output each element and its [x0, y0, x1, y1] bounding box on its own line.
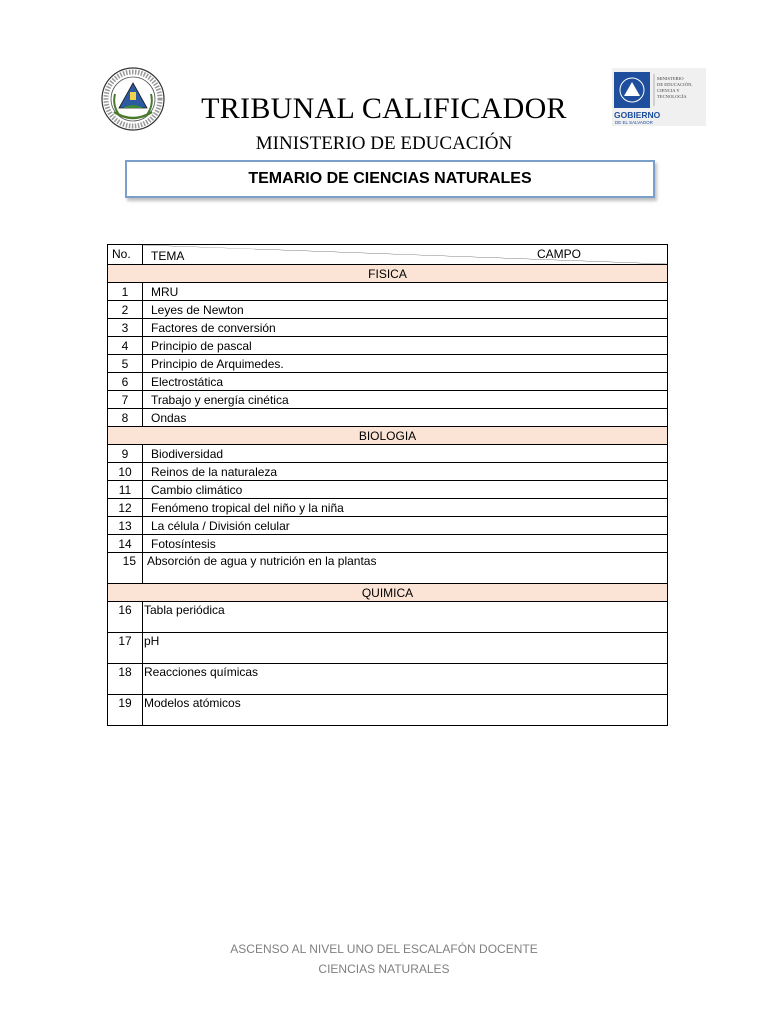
- section-title: QUIMICA: [108, 584, 668, 602]
- row-number: 11: [108, 481, 143, 499]
- topics-table: [107, 244, 668, 726]
- row-topic: Modelos atómicos: [143, 695, 668, 726]
- row-number: 3: [108, 319, 143, 337]
- table-row: [108, 517, 668, 535]
- header-no: No.: [108, 245, 143, 265]
- footer-line-2: CIENCIAS NATURALES: [318, 962, 450, 976]
- svg-text:CIENCIA Y: CIENCIA Y: [657, 88, 680, 93]
- table-row: [108, 481, 668, 499]
- row-topic: Leyes de Newton: [143, 301, 668, 319]
- row-topic: La célula / División celular: [143, 517, 668, 535]
- table-row: [108, 535, 668, 553]
- table-row: [108, 373, 668, 391]
- table-row: [108, 391, 668, 409]
- section-row: [108, 265, 668, 283]
- banner-text: TEMARIO DE CIENCIAS NATURALES: [248, 170, 532, 187]
- diagonal-divider: [143, 245, 667, 264]
- row-topic: pH: [143, 633, 668, 664]
- svg-text:GOBIERNO: GOBIERNO: [614, 110, 661, 120]
- table-row: [108, 463, 668, 481]
- row-topic: Ondas: [143, 409, 668, 427]
- row-topic: Reacciones químicas: [143, 664, 668, 695]
- row-number: 15: [108, 553, 143, 584]
- row-number: 16: [108, 602, 143, 633]
- row-topic: Fotosíntesis: [143, 535, 668, 553]
- row-number: 7: [108, 391, 143, 409]
- row-topic: Trabajo y energía cinética: [143, 391, 668, 409]
- table-row: [108, 409, 668, 427]
- row-number: 17: [108, 633, 143, 664]
- section-title: BIOLOGIA: [108, 427, 668, 445]
- row-number: 18: [108, 664, 143, 695]
- table-header-row: [108, 245, 668, 265]
- row-number: 1: [108, 283, 143, 301]
- section-row: [108, 427, 668, 445]
- row-number: 14: [108, 535, 143, 553]
- table-row: [108, 301, 668, 319]
- svg-text:DE EDUCACIÓN,: DE EDUCACIÓN,: [657, 82, 693, 87]
- table-row: [108, 337, 668, 355]
- row-topic: Tabla periódica: [143, 602, 668, 633]
- table-row: [108, 602, 668, 633]
- row-topic: Reinos de la naturaleza: [143, 463, 668, 481]
- row-topic: Cambio climático: [143, 481, 668, 499]
- table-row: [108, 445, 668, 463]
- row-number: 9: [108, 445, 143, 463]
- row-number: 19: [108, 695, 143, 726]
- row-topic: MRU: [143, 283, 668, 301]
- row-number: 8: [108, 409, 143, 427]
- table-row: [108, 664, 668, 695]
- row-topic: Electrostática: [143, 373, 668, 391]
- table-row: [108, 283, 668, 301]
- row-topic: Principio de Arquimedes.: [143, 355, 668, 373]
- row-topic: Biodiversidad: [143, 445, 668, 463]
- row-number: 5: [108, 355, 143, 373]
- header-tema: TEMA: [151, 249, 185, 263]
- footer-line-1: ASCENSO AL NIVEL UNO DEL ESCALAFÓN DOCENTE: [230, 942, 538, 956]
- page-title: TRIBUNAL CALIFICADOR: [201, 92, 567, 125]
- table-row: [108, 695, 668, 726]
- row-number: 13: [108, 517, 143, 535]
- document-banner: [125, 160, 655, 198]
- svg-text:TECNOLOGÍA: TECNOLOGÍA: [657, 94, 687, 99]
- row-topic: Principio de pascal: [143, 337, 668, 355]
- table-row: [108, 355, 668, 373]
- row-topic: Factores de conversión: [143, 319, 668, 337]
- section-row: [108, 584, 668, 602]
- page-subtitle: MINISTERIO DE EDUCACIÓN: [255, 133, 513, 154]
- table-row: [108, 553, 668, 584]
- section-title: FISICA: [108, 265, 668, 283]
- row-topic: Fenómeno tropical del niño y la niña: [143, 499, 668, 517]
- header-campo-tema: [143, 245, 668, 265]
- table-row: [108, 319, 668, 337]
- svg-text:DE EL SALVADOR: DE EL SALVADOR: [615, 120, 653, 125]
- row-number: 4: [108, 337, 143, 355]
- table-row: [108, 499, 668, 517]
- row-number: 10: [108, 463, 143, 481]
- row-number: 2: [108, 301, 143, 319]
- table-row: [108, 633, 668, 664]
- row-number: 12: [108, 499, 143, 517]
- header-campo: CAMPO: [536, 247, 581, 261]
- row-topic: Absorción de agua y nutrición en la plantas: [143, 553, 668, 584]
- row-number: 6: [108, 373, 143, 391]
- svg-text:MINISTERIO: MINISTERIO: [657, 76, 684, 81]
